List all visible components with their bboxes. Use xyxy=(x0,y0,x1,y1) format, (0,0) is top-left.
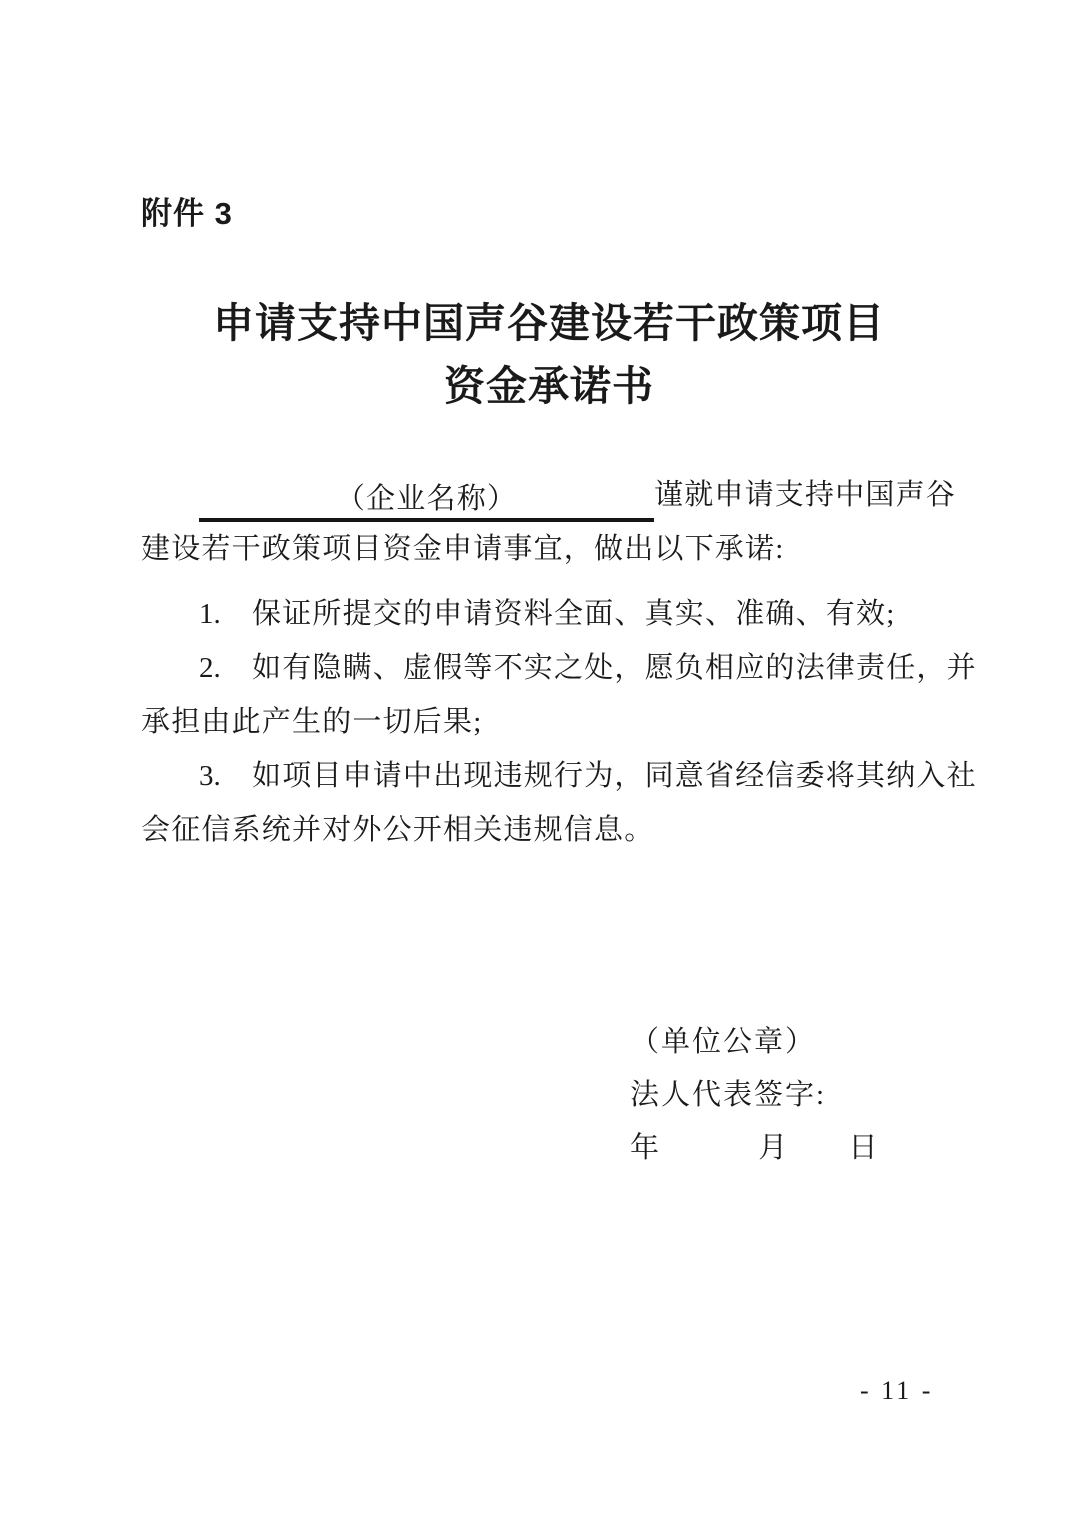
attachment-label: 附件 3 xyxy=(141,196,233,231)
title-line-2: 资金承诺书 xyxy=(444,363,654,409)
intro-line-1 xyxy=(141,468,971,522)
document-body xyxy=(141,468,977,857)
company-name-blank xyxy=(199,472,654,522)
commitment-item-1 xyxy=(141,587,971,641)
page-number: - 11 - xyxy=(860,1376,934,1405)
intro-line-1-text: 谨就申请支持中国声谷 xyxy=(654,479,957,511)
commitment-item-2-line-1 xyxy=(141,641,977,695)
commitment-item-2-line-2: 承担由此产生的一切后果; xyxy=(141,706,483,738)
company-name-blank-label: （企业名称） xyxy=(335,483,518,515)
intro-line-2: 建设若干政策项目资金申请事宜，做出以下承诺: xyxy=(141,533,785,565)
commitment-2-text-line-1: 如有隐瞒、虚假等不实之处，愿负相应的法律责任，并 xyxy=(252,652,977,684)
title-line-1: 申请支持中国声谷建设若干政策项目 xyxy=(213,300,885,346)
commitment-2-number: 2. xyxy=(199,652,221,684)
commitment-1-number: 1. xyxy=(199,598,221,630)
commitment-3-text-line-1: 如项目申请中出现违规行为，同意省经信委将其纳入社 xyxy=(252,760,977,792)
commitment-item-3-line-2: 会征信系统并对外公开相关违规信息。 xyxy=(141,814,655,846)
date-line xyxy=(630,1122,880,1175)
signature-block xyxy=(630,1016,880,1175)
seal-label: （单位公章） xyxy=(630,1026,817,1058)
legal-rep-signature-label: 法人代表签字: xyxy=(630,1079,827,1111)
date-month-label: 月 xyxy=(758,1132,790,1164)
date-year-label: 年 xyxy=(630,1132,662,1164)
document-title xyxy=(9,292,1080,418)
commitment-1-text: 保证所提交的申请资料全面、真实、准确、有效; xyxy=(252,598,896,630)
date-day-label: 日 xyxy=(848,1132,880,1164)
commitment-3-number: 3. xyxy=(199,760,221,792)
commitment-item-3-line-1 xyxy=(141,749,977,803)
